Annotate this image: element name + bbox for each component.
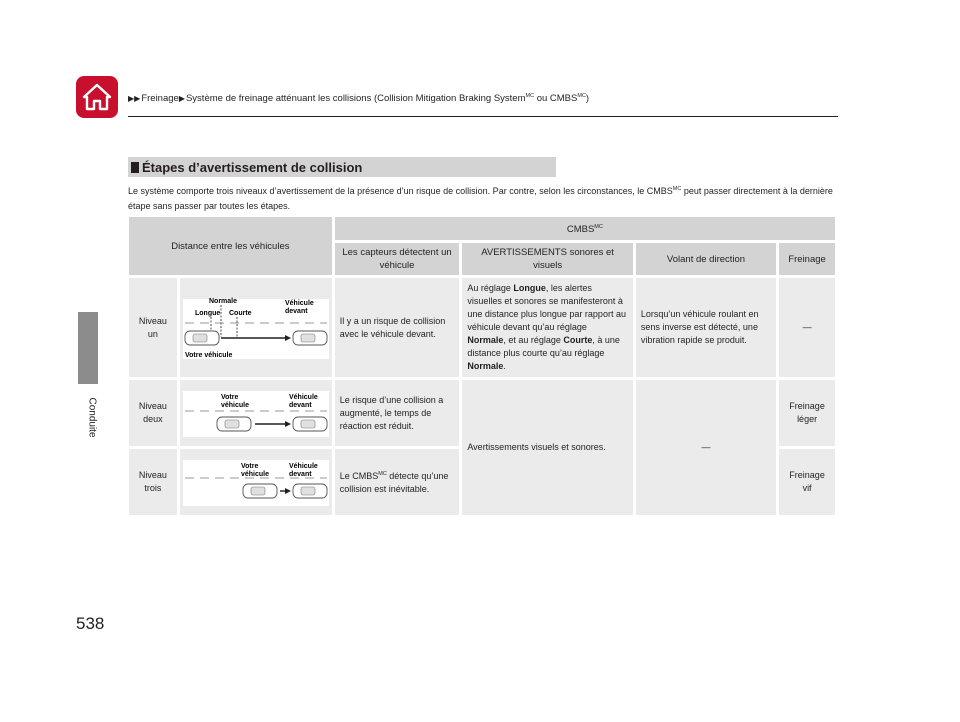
diagram-svg xyxy=(181,456,331,508)
sensors-level-one: Il y a un risque de collision avec le véhicule devant. xyxy=(335,278,460,377)
header-distance: Distance entre les véhicules xyxy=(129,217,332,275)
trademark-sup: MC xyxy=(525,93,535,99)
warnings-level-one: Au réglage Longue, les alertes visuelles et sonores se manifesteront à une distance plus longue par rapport au véhicule devant qu’au réglage Normale, et au réglage Courte, à une distance plus courte qu’au réglage Normale. xyxy=(462,278,633,377)
distance-diagram-level-three xyxy=(180,449,332,515)
diagram-svg xyxy=(181,293,331,363)
label-vehicule-devant: devant xyxy=(288,471,312,478)
label-vehicule-devant: Véhicule xyxy=(288,394,318,401)
distance-diagram-level-two xyxy=(180,380,332,446)
breadcrumb-item-cmbs: Système de freinage atténuant les collisions (Collision Mitigation Braking System xyxy=(185,93,526,105)
breadcrumb-end: ) xyxy=(585,93,590,105)
steering-level-one: Lorsqu’un véhicule roulant en sens inverse est détecté, une vibration rapide se produit. xyxy=(636,278,776,377)
label-normale: Normale xyxy=(208,297,237,305)
label-votre-vehicule: véhicule xyxy=(240,471,269,478)
own-car-icon xyxy=(243,484,277,498)
sensors-level-three: Le $CMBS^{MC}$ détecte qu’une collision est inévitable. xyxy=(335,449,460,515)
own-car-icon xyxy=(217,417,251,431)
breadcrumb-arrow-icon: ▶▶ xyxy=(128,94,141,104)
front-car-icon xyxy=(293,484,327,498)
distance-diagram-level-one xyxy=(180,278,332,377)
table-row xyxy=(129,278,835,377)
chapter-tab[interactable] xyxy=(78,312,98,384)
chapter-label xyxy=(86,388,100,448)
diagram-svg xyxy=(181,387,331,439)
warning-stages-table xyxy=(126,214,838,518)
section-header xyxy=(128,157,556,177)
header-steering: Volant de direction xyxy=(636,243,776,275)
header-cmbs xyxy=(335,217,835,240)
level-three: Niveau trois xyxy=(129,449,177,515)
header-sensors: Les capteurs détectent un véhicule xyxy=(335,243,460,275)
label-votre-vehicule: Votre véhicule xyxy=(184,351,233,359)
header-cmbs-text: CMBS xyxy=(566,224,595,236)
braking-level-two: Freinage léger xyxy=(779,380,835,446)
chapter-label-text: Conduite xyxy=(86,397,98,438)
label-vehicule-devant: Véhicule xyxy=(288,463,318,470)
breadcrumb xyxy=(128,93,589,104)
label-vehicule-devant: devant xyxy=(288,402,312,409)
home-button[interactable] xyxy=(76,76,118,118)
intro-text: Le système comporte trois niveaux d’avertissement de la présence d’un risque de collision. Par contre, selon les circonstances, le CMBS xyxy=(128,186,673,196)
front-car-icon xyxy=(293,331,327,345)
header-warnings: AVERTISSEMENTS sonores et visuels xyxy=(462,243,633,275)
label-courte: Courte xyxy=(228,309,252,317)
braking-level-three: Freinage vif xyxy=(779,449,835,515)
label-vehicule-devant: devant xyxy=(284,307,308,315)
table-row xyxy=(129,380,835,446)
label-votre-vehicule: véhicule xyxy=(220,402,249,409)
section-square-icon xyxy=(131,162,139,173)
intro-text: peut passer directement à la dernière étape sans passer par toutes les étapes. xyxy=(128,186,833,211)
section-title: Étapes d’avertissement de collision xyxy=(142,159,363,175)
own-car-icon xyxy=(185,331,219,345)
trademark-sup: MC xyxy=(577,93,586,99)
label-vehicule-devant: Véhicule xyxy=(284,299,314,307)
label-votre-vehicule: Votre xyxy=(240,463,259,470)
front-car-icon xyxy=(293,417,327,431)
steering-levels-two-three: — xyxy=(636,380,776,515)
page-number: 538 xyxy=(76,614,105,633)
intro-paragraph xyxy=(128,182,840,214)
breadcrumb-mid: ou CMBS xyxy=(534,93,578,105)
header-divider xyxy=(128,116,838,117)
braking-level-one: — xyxy=(779,278,835,377)
level-one: Niveau un xyxy=(129,278,177,377)
header-braking: Freinage xyxy=(779,243,835,275)
trademark-sup: MC xyxy=(672,186,682,192)
breadcrumb-item-freinage[interactable]: Freinage xyxy=(141,93,179,105)
sensors-level-two: Le risque d’une collision a augmenté, le temps de réaction est réduit. xyxy=(335,380,460,446)
label-longue: Longue xyxy=(194,309,221,317)
home-icon xyxy=(82,83,112,111)
label-votre-vehicule: Votre xyxy=(220,394,239,401)
warnings-levels-two-three: Avertissements visuels et sonores. xyxy=(462,380,633,515)
trademark-sup: MC xyxy=(594,223,603,230)
breadcrumb-arrow-icon: ▶ xyxy=(178,94,185,104)
level-two: Niveau deux xyxy=(129,380,177,446)
